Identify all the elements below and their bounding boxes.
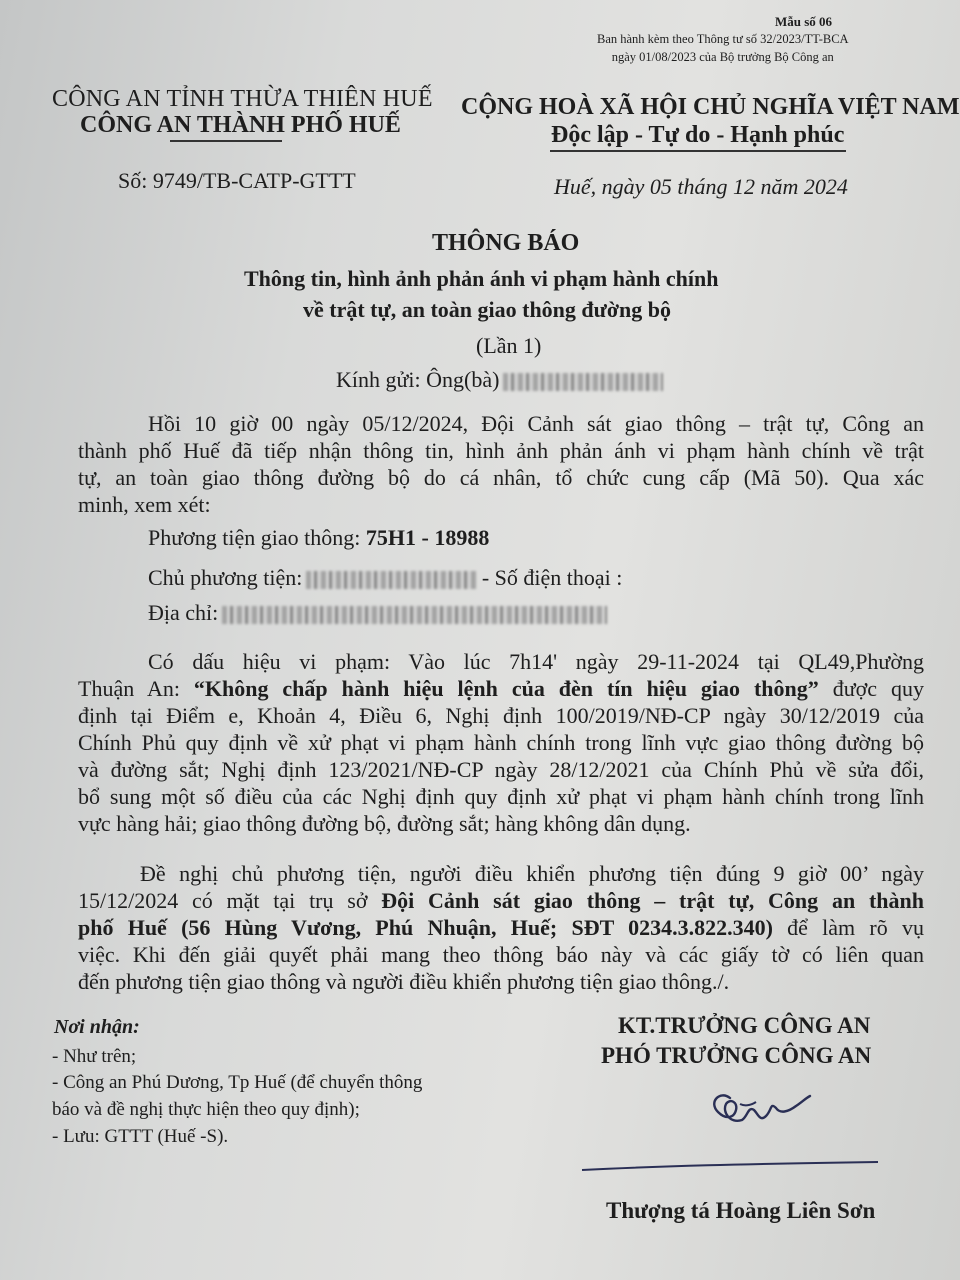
redacted-address: [222, 606, 607, 624]
paragraph-line: minh, xem xét:: [78, 492, 211, 517]
paragraph-line: Đề nghị chủ phương tiện, người điều khiển phương tiện đúng 9 giờ 00’ ngày: [140, 861, 924, 886]
recipient-line: [336, 367, 663, 393]
vehicle-label: Phương tiện giao thông:: [148, 525, 366, 550]
office-name: Đội Cảnh sát giao thông – trật tự, Công an thành: [381, 888, 924, 913]
paragraph-line: Có dấu hiệu vi phạm: Vào lúc 7h14' ngày 29-11-2024 tại QL49,Phường: [148, 649, 924, 674]
national-title: CỘNG HOÀ XÃ HỘI CHỦ NGHĨA VIỆT NAM: [461, 94, 960, 120]
address-label: Địa chỉ:: [148, 600, 219, 625]
agency-underline: [170, 140, 282, 142]
paragraph-line: [78, 675, 924, 702]
recipients-heading: Nơi nhận:: [54, 1016, 140, 1038]
signatory-title: KT.TRƯỞNG CÔNG AN: [618, 1013, 871, 1038]
redacted-recipient-name: [503, 373, 663, 391]
recipient-item: - Như trên;: [52, 1046, 137, 1067]
paragraph-line: [78, 914, 924, 941]
recipient-item: báo và đề nghị thực hiện theo quy định);: [52, 1099, 360, 1120]
agency-parent: CÔNG AN TỈNH THỪA THIÊN HUẾ: [52, 86, 433, 112]
vehicle-line: [148, 525, 489, 551]
form-reference-line2: ngày 01/08/2023 của Bộ trưởng Bộ Công an: [611, 50, 834, 64]
owner-label: Chủ phương tiện:: [148, 565, 303, 590]
paragraph-line: định tại Điểm e, Khoản 4, Điều 6, Nghị định 100/2019/NĐ-CP ngày 30/12/2019 của: [78, 703, 924, 728]
text-run: Thuận An:: [78, 676, 194, 701]
recipient-label: Kính gửi: Ông(bà): [336, 367, 500, 392]
document-date: Huế, ngày 05 tháng 12 năm 2024: [554, 174, 848, 199]
agency-name: CÔNG AN THÀNH PHỐ HUẾ: [80, 112, 401, 138]
motto-underline: [550, 150, 846, 152]
paragraph-intake: [78, 410, 924, 518]
handwritten-signature: [700, 1080, 820, 1140]
paragraph-line: Hồi 10 giờ 00 ngày 05/12/2024, Đội Cảnh sát giao thông – trật tự, Công an: [148, 411, 924, 436]
violation-description: “Không chấp hành hiệu lệnh của đèn tín hiệu giao thông”: [193, 676, 819, 701]
office-address: phố Huế (56 Hùng Vương, Phú Nhuận, Huế; SĐT 0234.3.822.340): [78, 915, 773, 940]
text-run: 15/12/2024 có mặt tại trụ sở: [78, 888, 382, 913]
owner-line: [148, 565, 622, 591]
form-reference-line1: Ban hành kèm theo Thông tư số 32/2023/TT-BCA: [597, 32, 849, 46]
paragraph-line: đến phương tiện giao thông và người điều khiển phương tiện giao thông./.: [78, 969, 730, 994]
text-run: để làm rõ vụ: [772, 915, 924, 940]
paragraph-line: vực hàng hải; giao thông đường bộ, đường sắt; hàng không dân dụng.: [78, 811, 691, 836]
signature-underline: [580, 1160, 880, 1174]
national-motto: Độc lập - Tự do - Hạnh phúc: [551, 122, 845, 148]
license-plate: 75H1 - 18988: [365, 525, 490, 550]
signer-name: Thượng tá Hoàng Liên Sơn: [606, 1198, 876, 1223]
address-line: [148, 600, 607, 626]
paragraph-line: bổ sung một số điều của các Nghị định quy định xử phạt vi phạm hành chính trong lĩnh: [78, 784, 924, 809]
document-subtitle-line2: về trật tự, an toàn giao thông đường bộ: [303, 297, 672, 322]
paragraph-line: [78, 887, 924, 914]
paragraph-request: [78, 860, 924, 995]
paragraph-violation: [78, 648, 924, 837]
paragraph-line: thành phố Huế đã tiếp nhận thông tin, hình ảnh phản ánh vi phạm hành chính về trật: [78, 438, 924, 463]
paragraph-line: tự, an toàn giao thông đường bộ do cá nhân, tổ chức cung cấp (Mã 50). Qua xác: [78, 465, 924, 490]
redacted-owner-name: [306, 571, 476, 589]
text-run: được quy: [818, 676, 924, 701]
recipient-item: - Công an Phú Dương, Tp Huế (để chuyển thông: [52, 1072, 423, 1093]
form-number: Mẫu số 06: [774, 14, 832, 29]
form-reference: [597, 30, 849, 66]
recipient-item: - Lưu: GTTT (Huế -S).: [52, 1126, 229, 1147]
document-number: Số: 9749/TB-CATP-GTTT: [118, 168, 356, 193]
paragraph-line: và đường sắt; Nghị định 123/2021/NĐ-CP ngày 28/12/2021 của Chính Phủ về sửa đổi,: [78, 757, 924, 782]
document-subtitle-line1: Thông tin, hình ảnh phản ánh vi phạm hành chính: [244, 266, 719, 291]
signatory-position: PHÓ TRƯỞNG CÔNG AN: [601, 1043, 872, 1068]
phone-label: - Số điện thoại :: [481, 565, 623, 590]
paragraph-line: Chính Phủ quy định về xử phạt vi phạm hành chính trong lĩnh vực giao thông đường bộ: [78, 730, 924, 755]
document-title: THÔNG BÁO: [432, 230, 580, 256]
paragraph-line: việc. Khi đến giải quyết phải mang theo thông báo này và các giấy tờ có liên quan: [78, 942, 924, 967]
notice-attempt: (Lần 1): [476, 333, 542, 358]
